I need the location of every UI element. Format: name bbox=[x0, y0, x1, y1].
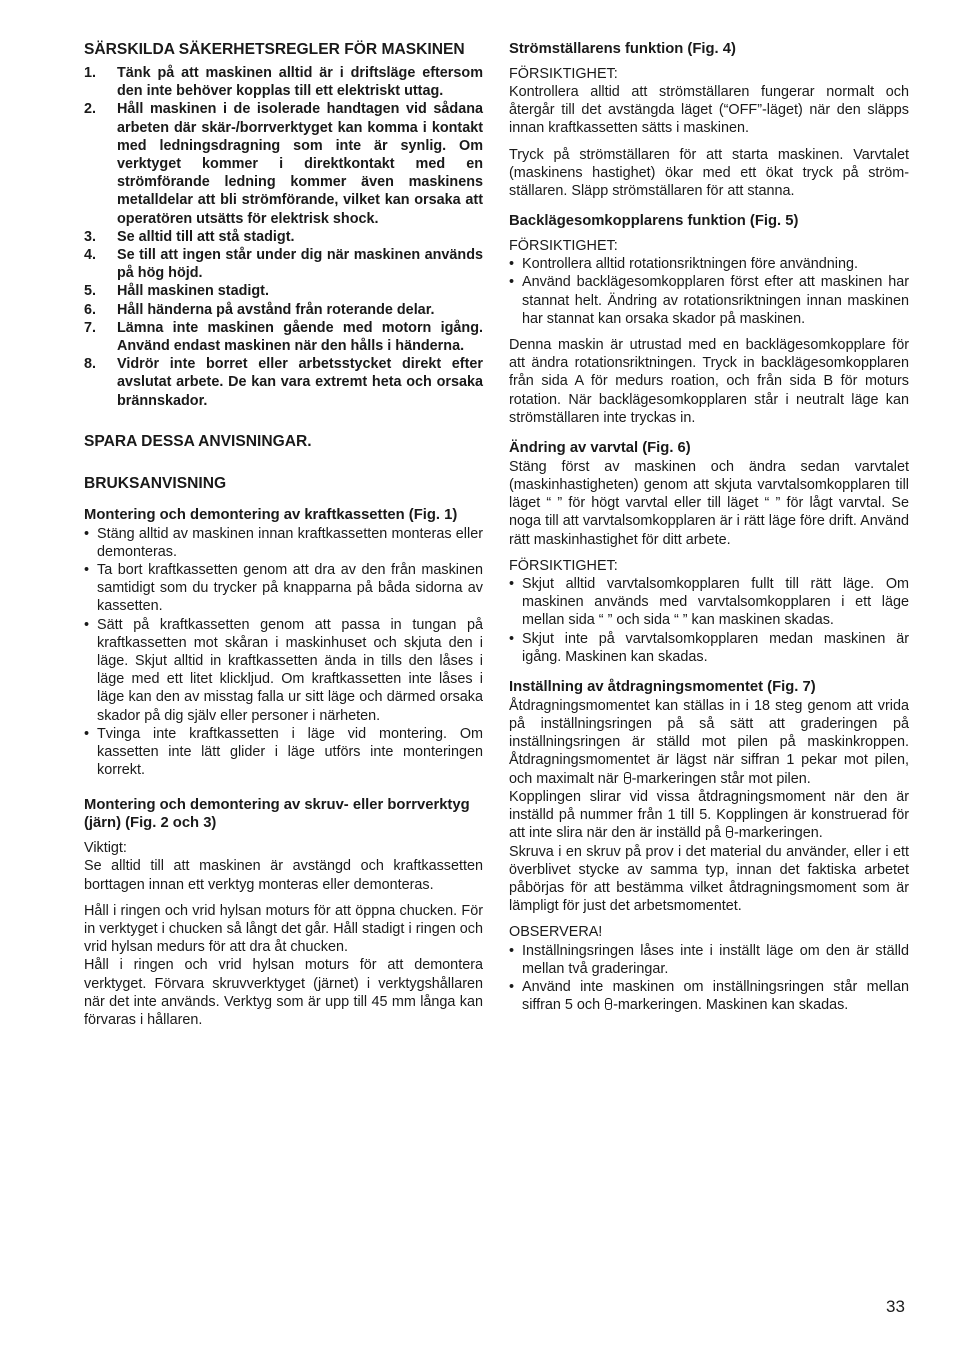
safety-rule: 6. Håll händerna på avstånd från roterande delar. bbox=[84, 301, 435, 318]
list-item: • Skjut alltid varvtalsomkopplaren fullt till rätt läge. Om maskinen används med varvtalsomkopplaren i ett läge mellan sida “ ” och sida “ ” kan maskinen skadas. bbox=[509, 575, 909, 630]
torque-paragraph: Skruva i en skruv på prov i det material du använder, eller i ett överblivet stycke av samma typ, innan det faktiska arbetet påbörjas för att bestämma vilket åtdragningsmoment som är lämpligt för just det arbetsmomentet. bbox=[509, 843, 909, 915]
battery-heading: Montering och demontering av kraftkassetten (Fig. 1) bbox=[84, 506, 458, 523]
usage-title: BRUKSANVISNING bbox=[84, 474, 227, 492]
caution-label: FÖRSIKTIGHET: bbox=[509, 557, 618, 574]
safety-rule: 4. Se till att ingen står under dig när maskinen används på hög höjd. bbox=[84, 247, 483, 282]
safety-rule: 7. Lämna inte maskinen gående med motorn igång. Använd endast maskinen när den hålls i händerna. bbox=[84, 319, 483, 355]
switch-heading: Strömställarens funktion (Fig. 4) bbox=[509, 41, 736, 57]
note-list bbox=[509, 942, 909, 1015]
tool-paragraph: Se alltid till att maskinen är avstängd och kraftkassetten borttagen innan ett verktyg monteras eller demonteras. bbox=[84, 858, 483, 893]
switch-paragraph: Tryck på strömställaren för att starta maskinen. Varvtalet (maskinens hastighet) ökar med ett ökat tryck på strömställaren. Släpp strömställaren för att stanna. bbox=[509, 146, 909, 200]
tool-paragraph: Håll i ringen och vrid hylsan moturs för att demontera verktyget. Förvara skruvverktyget (järnet) i verktygshållaren när det inte används. Verktyg som är upp till 45 mm långa kan förvaras i hållaren. bbox=[84, 957, 483, 1028]
list-item: • Använd backlägesomkopplaren först efter att maskinen har stannat helt. Ändring av rotationsriktningen innan maskinen har stannat kan orsaka skador på maskinen. bbox=[509, 273, 909, 328]
reverse-list bbox=[509, 255, 909, 328]
caution-label: FÖRSIKTIGHET: bbox=[509, 65, 618, 82]
speed-paragraph: Stäng först av maskinen och ändra sedan varvtalet (maskinhastigheten) genom att skjuta varvtalsomkopplaren till läget “ ” för högt varvtal eller till läget “ ” för lågt varvtal. Se noga till att varvtalsomkopplaren är i rätt läge före drift. Använd rätt maskinhastighet för ditt arbete. bbox=[509, 458, 909, 548]
speed-heading: Ändring av varvtal (Fig. 6) bbox=[509, 440, 691, 457]
list-item: • Sätt på kraftkassetten genom att passa in tungan på kraftkassetten mot skåran i maskinhuset och skjuta den i läge. Skjut alltid in kraftkassetten ända in tills den låses i läge med ett litet klickljud. Om kraftkassetten inte låses i läge kan den av misstag falla ur sitt läge och därmed orsaka skador på dig själv eller personer i närheten. bbox=[84, 616, 483, 725]
torque-paragraph: Kopplingen slirar vid vissa åtdragningsmoment när den är inställd på nummer från 1 till 5. Kopplingen är konstruerad för att inte slira när den är inställd på -markeringen. bbox=[509, 788, 909, 842]
tool-important-label: Viktigt: bbox=[84, 840, 127, 857]
right-column bbox=[509, 40, 909, 1014]
list-item: • Tvinga inte kraftkassetten i läge vid montering. Om kassetten inte lätt glider i läge utförs inte monteringen korrekt. bbox=[84, 725, 483, 780]
drill-mode-icon bbox=[726, 826, 733, 838]
list-item: • Stäng alltid av maskinen innan kraftkassetten monteras eller demonteras. bbox=[84, 525, 483, 561]
torque-paragraph: Åtdragningsmomentet kan ställas in i 18 steg genom att vrida på inställningsringen på så sätt att graderingen på inställningsringen är ställd mot pilen på maskinkroppen. Åtdragningsmomentet är lägst när siffran 1 pekar mot pilen, och maximalt när -markeringen står mot pilen. bbox=[509, 697, 909, 787]
left-column bbox=[84, 40, 483, 1029]
list-item: • Skjut inte på varvtalsomkopplaren medan maskinen är igång. Maskinen kan skadas. bbox=[509, 630, 909, 666]
tool-heading: Montering och demontering av skruv- eller borrverktyg (järn) (Fig. 2 och 3) bbox=[84, 796, 470, 832]
save-instructions-title: SPARA DESSA ANVISNINGAR. bbox=[84, 432, 312, 450]
page-number: 33 bbox=[886, 1297, 905, 1316]
safety-rule: 2. Håll maskinen i de isolerade handtagen vid sådana arbeten där skär-/borrverktyget kan komma i kontakt med ledningsdragning som inte är synlig. Om verktyget kommer i direktkontakt med en strömförande ledning kommer även maskinens metalldelar att bli strömförande, vilket kan orsaka att operatören utsätts för elektrisk shock. bbox=[84, 101, 483, 227]
safety-rule: 5. Håll maskinen stadigt. bbox=[84, 283, 269, 300]
drill-mode-icon bbox=[624, 772, 631, 784]
safety-rule: 8. Vidrör inte borret eller arbetsstycket direkt efter avslutat arbete. De kan vara extremt heta och orsaka brännskador. bbox=[84, 356, 483, 409]
safety-rules-title: SÄRSKILDA SÄKERHETSREGLER FÖR MASKINEN bbox=[84, 41, 465, 58]
list-item: • Inställningsringen låses inte i inställt läge om den är ställd mellan två graderingar. bbox=[509, 942, 909, 978]
tool-paragraph: Håll i ringen och vrid hylsan moturs för att öppna chucken. För in verktyget i chucken så långt det går. Håll stadigt i ringen och vrid hylsan medurs för att dra åt chucken. bbox=[84, 902, 483, 956]
list-item: • Ta bort kraftkassetten genom att dra av den från maskinen samtidigt som du trycker på knapparna på båda sidorna av kassetten. bbox=[84, 561, 483, 616]
reverse-heading: Backlägesomkopplarens funktion (Fig. 5) bbox=[509, 213, 799, 230]
list-item: • Använd inte maskinen om inställningsringen står mellan siffran 5 och -markeringen. Maskinen kan skadas. bbox=[509, 978, 909, 1014]
caution-label: FÖRSIKTIGHET: bbox=[509, 238, 618, 255]
safety-rule: 3. Se alltid till att stå stadigt. bbox=[84, 228, 295, 245]
safety-rule: 1. Tänk på att maskinen alltid är i driftsläge eftersom den inte behöver kopplas till ett elektriskt uttag. bbox=[84, 65, 483, 100]
switch-paragraph: Kontrollera alltid att strömställaren fungerar normalt och återgår till det avstängda läget (“OFF”-läget) när den släpps innan kraftkassetten sätts i maskinen. bbox=[509, 84, 909, 137]
drill-mode-icon bbox=[605, 998, 612, 1010]
torque-heading: Inställning av åtdragningsmomentet (Fig. 7) bbox=[509, 679, 816, 696]
safety-rules-list bbox=[84, 64, 483, 410]
speed-list bbox=[509, 575, 909, 666]
reverse-paragraph: Denna maskin är utrustad med en backlägesomkopplare för att ändra rotationsriktningen. Tryck in backlägesomkopplaren från sida A för medurs roation, och från sida B för moturs rotation. När backlägesomkopplaren står i neutralt läge kan strömställaren inte tryckas in. bbox=[509, 337, 909, 426]
list-item: • Kontrollera alltid rotationsriktningen före användning. bbox=[509, 255, 909, 273]
note-label: OBSERVERA! bbox=[509, 924, 603, 941]
battery-list bbox=[84, 525, 483, 780]
